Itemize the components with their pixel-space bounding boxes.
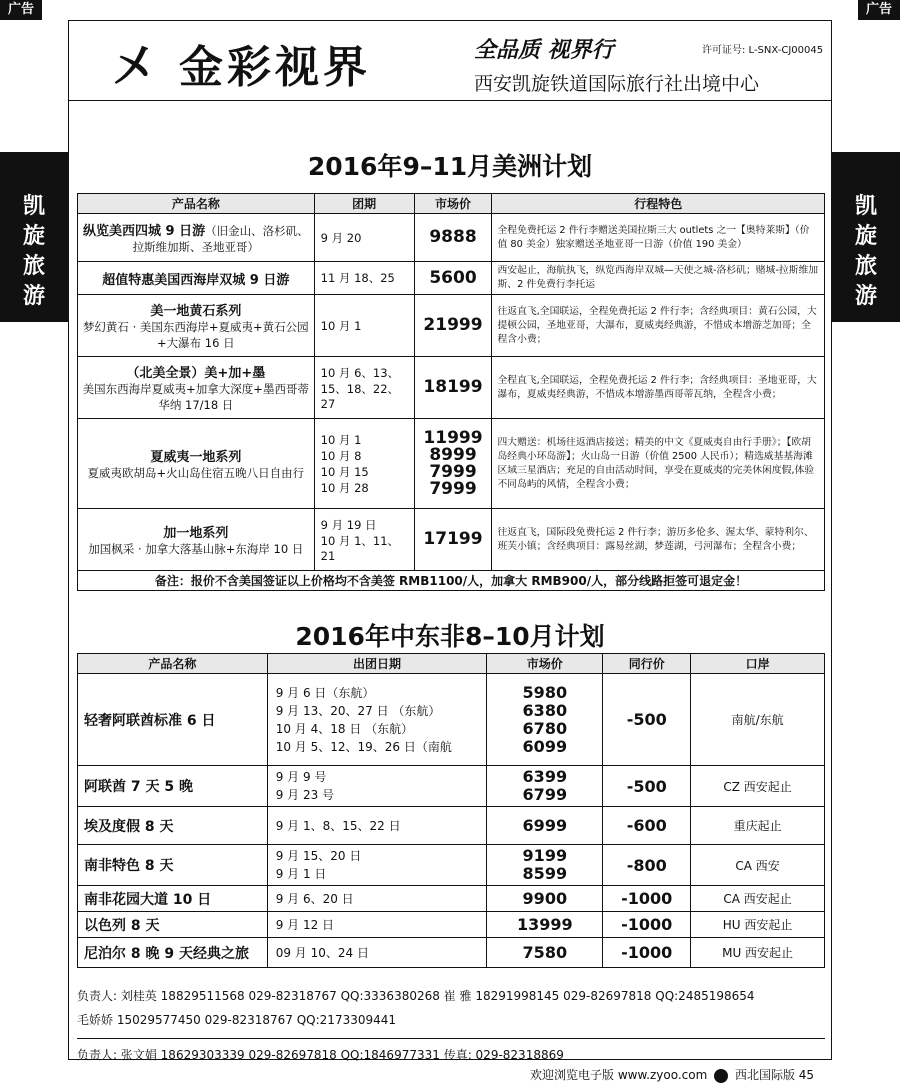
column-header: 产品名称 [78,654,268,674]
departure-dates [267,807,487,845]
price-item: 5600 [429,267,477,288]
departure-port: HU 西安起止 [691,912,825,938]
table-row [78,886,825,912]
product-title: 超值特惠美国西海岸双城 9 日游 [102,272,290,288]
side-banner-char: 旋 [854,224,877,249]
column-header: 产品名称 [78,194,315,214]
departure-dates [314,357,414,419]
table-row [78,509,825,571]
peer-price: -500 [603,766,691,807]
product-name: 尼泊尔 8 晚 9 天经典之旅 [78,938,268,968]
column-header: 市场价 [414,194,492,214]
market-price [414,262,492,295]
side-banner-char: 旋 [22,224,45,249]
price-item: 6780 [522,718,568,738]
brand-logo-icon: 㐅 [111,40,157,94]
date-item: 10 月 5、12、19、26 日（南航 [275,739,452,754]
product-name: 阿联酋 7 天 5 晚 [78,766,268,807]
brand-header [69,21,831,101]
table-row [78,807,825,845]
itinerary-features: 四大赠送：机场往返酒店接送；精美的中文《夏威夷自由行手册》；【欧胡岛经典小环岛游】；火山岛一日游（价值 2500 人民币）；精选威基基海滩区域三星酒店；充足的自由活动时间，享受在夏威夷的完美休闲度假,体验不同岛屿的风情，全程含小费； [492,419,825,509]
peer-price: -1000 [603,938,691,968]
peer-price: -500 [603,674,691,766]
departure-dates [267,766,487,807]
table-row [78,674,825,766]
price-item: 6399 [522,767,568,786]
product-title: （北美全景）美+加+墨 [126,366,266,381]
ad-label-left: 广告 [0,0,42,20]
price-item: 17199 [423,529,483,549]
product-desc: 美国东西海岸夏威夷+加拿大深度+墨西哥蒂华纳 17/18 日 [82,382,309,412]
product-name: 以色列 8 天 [78,912,268,938]
market-price [414,419,492,509]
departure-dates [267,912,487,938]
departure-dates [267,938,487,968]
date-item: 10 月 28 [320,480,369,495]
table-row [78,766,825,807]
departure-port: CZ 西安起止 [691,766,825,807]
column-header: 市场价 [487,654,603,674]
date-item: 9 月 13、20、27 日 （东航） [275,703,441,718]
product-name [78,295,315,357]
itinerary-features: 往返直飞,全国联运，全程免费托运 2 件行李；含经典项目：黄石公园，大提顿公园，圣地亚哥，大瀑布，夏威夷经典游，不惜成本增游芝加哥；全程含小费； [492,295,825,357]
market-price [414,357,492,419]
side-banner-left [0,152,68,322]
departure-dates [314,295,414,357]
license-number: 许可证号: L-SNX-CJ00045 [702,45,824,56]
product-name [78,262,315,295]
date-item: 9 月 19 日 [320,517,377,532]
date-item: 9 月 9 号 [275,770,327,784]
departure-dates [314,262,414,295]
table-row [78,357,825,419]
market-price [487,912,603,938]
price-item: 8599 [522,864,568,883]
product-title: 夏威夷一地系列 [150,450,242,465]
contact-line: 负责人: 刘桂英 18829511568 029-82318767 QQ:3336380268 崔 雅 18291998145 029-82697818 QQ:2485198654 [77,989,755,1003]
date-item: 9 月 15、20 日 [275,849,362,863]
product-name: 南非花园大道 10 日 [78,886,268,912]
column-header: 口岸 [691,654,825,674]
table-row [78,262,825,295]
date-item: 10 月 1 [320,318,362,333]
date-item: 10 月 6、13、15、18、22、27 [320,365,400,411]
table-row [78,419,825,509]
column-header: 行程特色 [492,194,825,214]
price-item: 9888 [429,227,477,247]
side-banner-char: 旅 [22,254,45,279]
itinerary-features: 往返直飞，国际段免费托运 2 件行李；游历多伦多、渥太华、蒙特利尔、班芙小镇；含经典项目：露易丝湖，梦莲湖，弓河瀑布；全程含小费； [492,509,825,571]
advert-frame [68,20,832,1060]
price-item: 11999 [423,427,483,448]
date-item: 10 月 1 [320,432,362,447]
peer-price: -600 [603,807,691,845]
peer-price: -1000 [603,886,691,912]
departure-dates [267,886,487,912]
price-item: 7999 [429,461,477,482]
peer-price: -1000 [603,912,691,938]
market-price [487,886,603,912]
departure-port: 南航/东航 [691,674,825,766]
price-item: 8999 [429,444,477,465]
page-footer [530,1066,814,1083]
table-row [78,845,825,886]
product-name [78,509,315,571]
ad-label-right: 广告 [858,0,900,20]
side-banner-char: 旅 [854,254,877,279]
departure-port: CA 西安 [691,845,825,886]
market-price [487,674,603,766]
column-header: 出团日期 [267,654,487,674]
product-title: 加一地系列 [163,526,229,541]
table-row [78,938,825,968]
contact-line: 负责人: 张文娟 18629303339 029-82697818 QQ:1846977331 传真: 029-82318869 [77,1038,825,1067]
table-row [78,912,825,938]
price-item: 7999 [429,478,477,499]
departure-dates [314,419,414,509]
price-item: 7580 [522,942,568,962]
date-item: 9 月 6 日（东航） [275,685,375,700]
market-price [487,938,603,968]
departure-port: MU 西安起止 [691,938,825,968]
price-note: 备注：报价不含美国签证以上价格均不含美签 RMB1100/人，加拿大 RMB900/人，部分线路拒签可退定金！ [78,571,825,591]
date-item: 9 月 20 [320,230,362,245]
departure-dates [267,845,487,886]
itinerary-features: 全程直飞,全国联运，全程免费托运 2 件行李；含经典项目：圣地亚哥，大瀑布，夏威夷经典游，不惜成本增游墨西哥蒂瓦纳，全程含小费； [492,357,825,419]
market-price [487,807,603,845]
date-item: 9 月 1、8、15、22 日 [275,818,401,833]
peer-price: -800 [603,845,691,886]
date-item: 10 月 4、18 日 （东航） [275,721,414,736]
market-price [487,845,603,886]
market-price [414,214,492,262]
table-row [78,295,825,357]
contact-line: 毛娇娇 15029577450 029-82318767 QQ:2173309441 [77,1013,397,1027]
date-item: 10 月 15 [320,464,369,479]
table-row [78,214,825,262]
side-banner-char: 凯 [22,194,45,219]
itinerary-features: 西安起止，海航执飞，纵览西海岸双城—天使之城-洛杉矶；赌城-拉斯维加斯、2 件免费行李托运 [492,262,825,295]
product-desc: 梦幻黄石 · 美国东西海岸+夏威夷+黄石公园+大瀑布 16 日 [82,320,309,350]
date-item: 9 月 6、20 日 [275,891,354,906]
note-row [78,571,825,591]
column-header: 团期 [314,194,414,214]
contact-info [77,984,825,1067]
price-item: 5980 [522,682,568,702]
column-header: 同行价 [603,654,691,674]
market-price [414,509,492,571]
date-item: 10 月 1、11、21 [320,533,400,563]
price-item: 6799 [522,785,568,804]
market-price [487,766,603,807]
agency-name: 西安凯旋铁道国际旅行社出境中心 [474,73,760,95]
footer-page: 西北国际版 45 [734,1068,815,1082]
price-item: 6099 [522,736,568,756]
itinerary-features: 全程免费托运 2 件行李赠送美国拉斯三大 outlets 之一【奥特莱斯】（价值 80 美金）独家赠送圣地亚哥一日游（价值 190 美金） [492,214,825,262]
date-item: 10 月 8 [320,448,362,463]
price-item: 6380 [522,700,568,720]
product-name [78,357,315,419]
footer-site: 欢迎浏览电子版 www.zyoo.com [530,1068,708,1082]
departure-port: 重庆起止 [691,807,825,845]
product-title: 纵览美西四城 9 日游 [83,224,206,239]
product-name [78,214,315,262]
mideast-title: 2016年中东非8–10月计划 [295,622,605,651]
product-name [78,419,315,509]
departure-port: CA 西安起止 [691,886,825,912]
americas-title: 2016年9–11月美洲计划 [307,152,593,181]
brand-slogan: 全品质 视界行 [474,37,614,63]
departure-dates [314,214,414,262]
market-price [414,295,492,357]
side-banner-char: 凯 [854,194,877,219]
product-desc: 夏威夷欧胡岛+火山岛住宿五晚八日自由行 [87,466,305,480]
date-item: 9 月 23 号 [275,788,335,802]
mideast-table [77,653,825,968]
date-item: 9 月 1 日 [275,867,327,881]
product-name: 轻奢阿联酋标准 6 日 [78,674,268,766]
product-desc: 加国枫采 · 加拿大落基山脉+东海岸 10 日 [88,542,304,556]
price-item: 6999 [522,815,568,835]
side-banner-char: 游 [854,284,877,309]
price-item: 18199 [423,377,483,397]
price-item: 21999 [423,315,483,335]
product-desc: （旧金山、洛杉矶、拉斯维加斯、圣地亚哥） [132,224,309,254]
brand-logo-text: 金彩视界 [179,42,371,93]
product-name: 南非特色 8 天 [78,845,268,886]
americas-table [77,193,825,591]
price-item: 9199 [522,846,568,865]
date-item: 09 月 10、24 日 [275,945,369,960]
product-title: 美一地黄石系列 [150,304,242,319]
price-item: 13999 [516,914,573,934]
date-item: 9 月 12 日 [275,917,335,932]
departure-dates [314,509,414,571]
product-name: 埃及度假 8 天 [78,807,268,845]
side-banner-char: 游 [22,284,45,309]
side-banner-right [832,152,900,322]
price-item: 9900 [522,888,568,908]
footer-logo-icon [714,1069,728,1083]
departure-dates [267,674,487,766]
date-item: 11 月 18、25 [320,271,395,285]
